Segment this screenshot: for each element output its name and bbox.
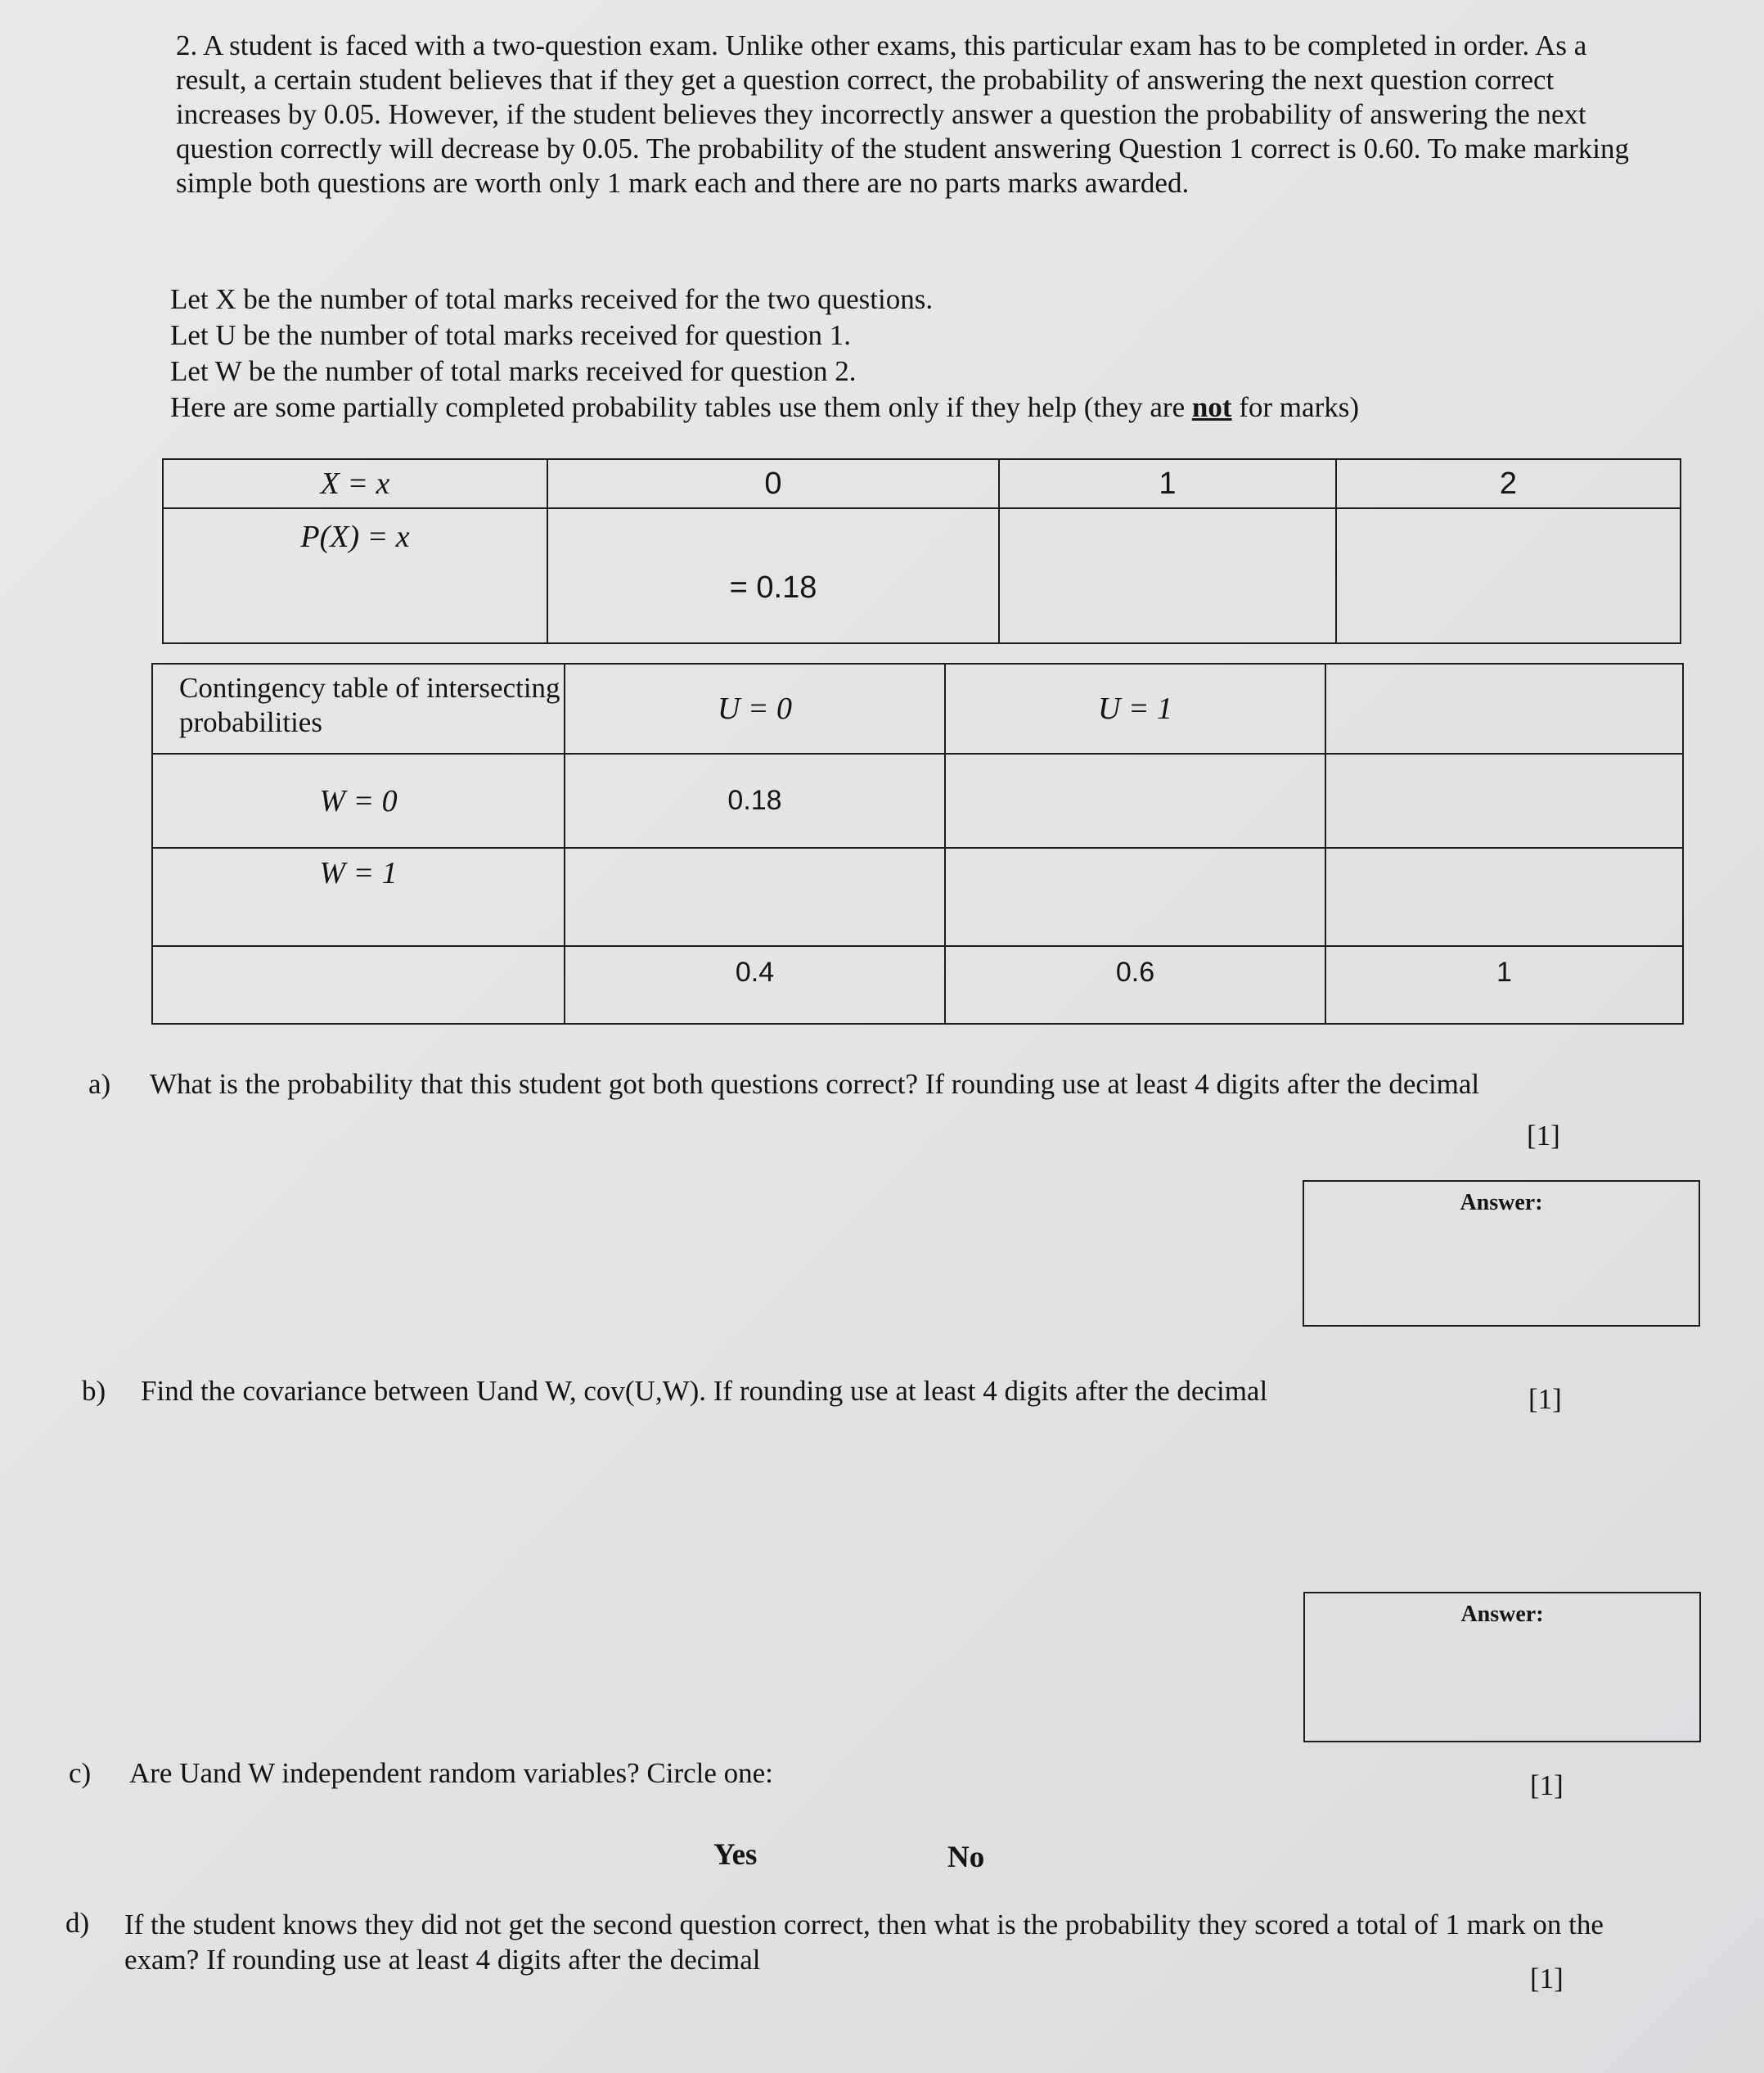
part-a-answer-label: Answer: (1460, 1190, 1543, 1215)
tables-note-pre: Here are some partially completed probability tables use them only if they help (they are (170, 391, 1192, 423)
definition-w: Let W be the number of total marks received for question 2. (170, 355, 857, 387)
part-d-mark: [1] (1530, 1963, 1564, 1994)
option-yes[interactable]: Yes (713, 1838, 758, 1872)
pmf-header-label: X = x (163, 459, 547, 508)
contingency-col-header: U = 1 (945, 664, 1325, 754)
contingency-row-label: W = 1 (152, 848, 565, 946)
contingency-col-header: U = 0 (565, 664, 945, 754)
contingency-marginal: 1 (1325, 946, 1683, 1024)
part-a-label: a) (88, 1068, 111, 1100)
contingency-marginal: 0.4 (565, 946, 945, 1024)
contingency-row-label (152, 946, 565, 1024)
part-c-text: Are Uand W independent random variables? Circle one: (129, 1757, 773, 1789)
pmf-table (162, 458, 1681, 644)
part-b-mark: [1] (1528, 1383, 1562, 1415)
pmf-p-value (999, 508, 1336, 643)
contingency-marginal: 0.6 (945, 946, 1325, 1024)
contingency-cell (1325, 848, 1683, 946)
part-d-text: If the student knows they did not get the second question correct, then what is the probability they scored a total of 1 mark on the exam? If rounding use at least 4 digits after the decimal (124, 1909, 1604, 1976)
pmf-p-value: = 0.18 (547, 508, 999, 643)
part-d-label: d) (65, 1907, 90, 1939)
part-b-text: Find the covariance between Uand W, cov(U,W). If rounding use at least 4 digits after the decimal (141, 1375, 1268, 1407)
contingency-table (151, 663, 1684, 1025)
pmf-x-value: 0 (547, 459, 999, 508)
contingency-cell (1325, 754, 1683, 848)
part-c-mark: [1] (1530, 1769, 1564, 1801)
pmf-x-value: 1 (999, 459, 1336, 508)
contingency-cell: 0.18 (565, 754, 945, 848)
contingency-cell (945, 754, 1325, 848)
pmf-x-value: 2 (1336, 459, 1681, 508)
contingency-cell (945, 848, 1325, 946)
pmf-row-label: P(X) = x (163, 508, 547, 643)
variable-definitions (170, 282, 1643, 426)
contingency-cell (1325, 664, 1683, 754)
contingency-title: Contingency table of intersecting probabilities (152, 664, 565, 754)
tables-note-post: for marks) (1231, 391, 1360, 423)
definition-u: Let U be the number of total marks received for question 1. (170, 319, 851, 351)
option-no[interactable]: No (947, 1841, 985, 1874)
part-b-label: b) (82, 1375, 106, 1407)
tables-note-not: not (1191, 391, 1232, 423)
contingency-cell (565, 848, 945, 946)
pmf-p-value (1336, 508, 1681, 643)
contingency-row-label: W = 0 (152, 754, 565, 848)
part-c-label: c) (69, 1757, 92, 1789)
question-intro: 2. A student is faced with a two-question exam. Unlike other exams, this particular exam has to be completed in order. As a result, a certain student believes that if they get a question correct, the probability of answering the next question correct increases by 0.05. However, if the student believes they incorrectly answer a question the probability of answering the next question correctly will decrease by 0.05. The probability of the student answering Question 1 correct is 0.60. To make marking simple both questions are worth only 1 mark each and there are no parts marks awarded. (176, 29, 1629, 199)
part-a-text: What is the probability that this student got both questions correct? If rounding use at least 4 digits after the decimal (150, 1068, 1480, 1100)
part-a-mark: [1] (1527, 1120, 1560, 1151)
tables-note (170, 390, 1643, 425)
part-b-answer-box[interactable] (1303, 1592, 1701, 1742)
definition-x: Let X be the number of total marks received for the two questions. (170, 283, 934, 315)
part-a-answer-box[interactable] (1303, 1180, 1700, 1327)
part-b-answer-label: Answer: (1460, 1602, 1544, 1627)
